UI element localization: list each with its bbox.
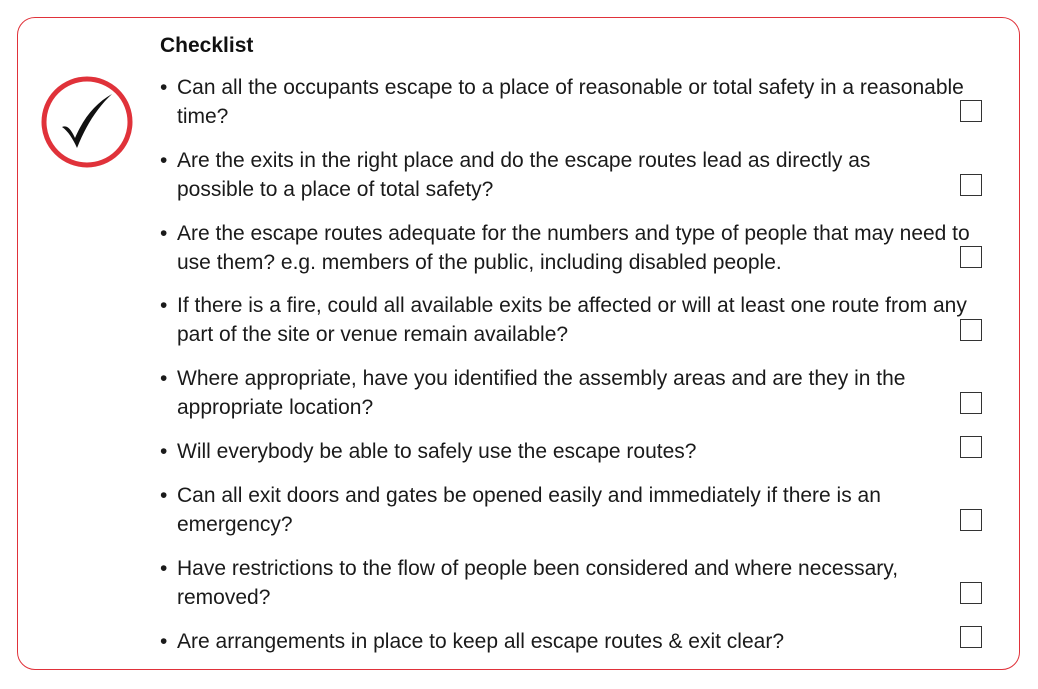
- checkbox[interactable]: [960, 174, 982, 196]
- checkbox[interactable]: [960, 626, 982, 648]
- item-text: Can all the occupants escape to a place of reasonable or total safety in a reasonable time?: [177, 76, 964, 128]
- bullet: •: [160, 367, 168, 390]
- item-text: Are the escape routes adequate for the numbers and type of people that may need to use them? e.g. members of the public, including disabled people.: [177, 222, 970, 274]
- checklist-title: Checklist: [160, 34, 254, 57]
- checkbox[interactable]: [960, 436, 982, 458]
- checkbox[interactable]: [960, 100, 982, 122]
- bullet: •: [160, 440, 168, 463]
- bullet: •: [160, 294, 168, 317]
- item-text: Where appropriate, have you identified the assembly areas and are they in the appropriate location?: [177, 367, 906, 419]
- bullet: •: [160, 76, 168, 99]
- checkbox[interactable]: [960, 246, 982, 268]
- bullet: •: [160, 630, 168, 653]
- item-text: Will everybody be able to safely use the escape routes?: [177, 440, 697, 463]
- checkbox[interactable]: [960, 392, 982, 414]
- checkbox[interactable]: [960, 319, 982, 341]
- item-text: Have restrictions to the flow of people been considered and where necessary, removed?: [177, 557, 899, 609]
- bullet: •: [160, 484, 168, 507]
- item-text: If there is a fire, could all available exits be affected or will at least one route from any part of the site or venue remain available?: [177, 294, 967, 346]
- checkmark-circle-icon: [40, 75, 134, 169]
- bullet: •: [160, 149, 168, 172]
- item-text: Are the exits in the right place and do the escape routes lead as directly as possible to a place of total safety?: [177, 149, 871, 201]
- bullet: •: [160, 557, 168, 580]
- item-text: Can all exit doors and gates be opened easily and immediately if there is an emergency?: [177, 484, 881, 536]
- checkbox[interactable]: [960, 582, 982, 604]
- bullet: •: [160, 222, 168, 245]
- item-text: Are arrangements in place to keep all escape routes & exit clear?: [177, 630, 785, 653]
- checkbox[interactable]: [960, 509, 982, 531]
